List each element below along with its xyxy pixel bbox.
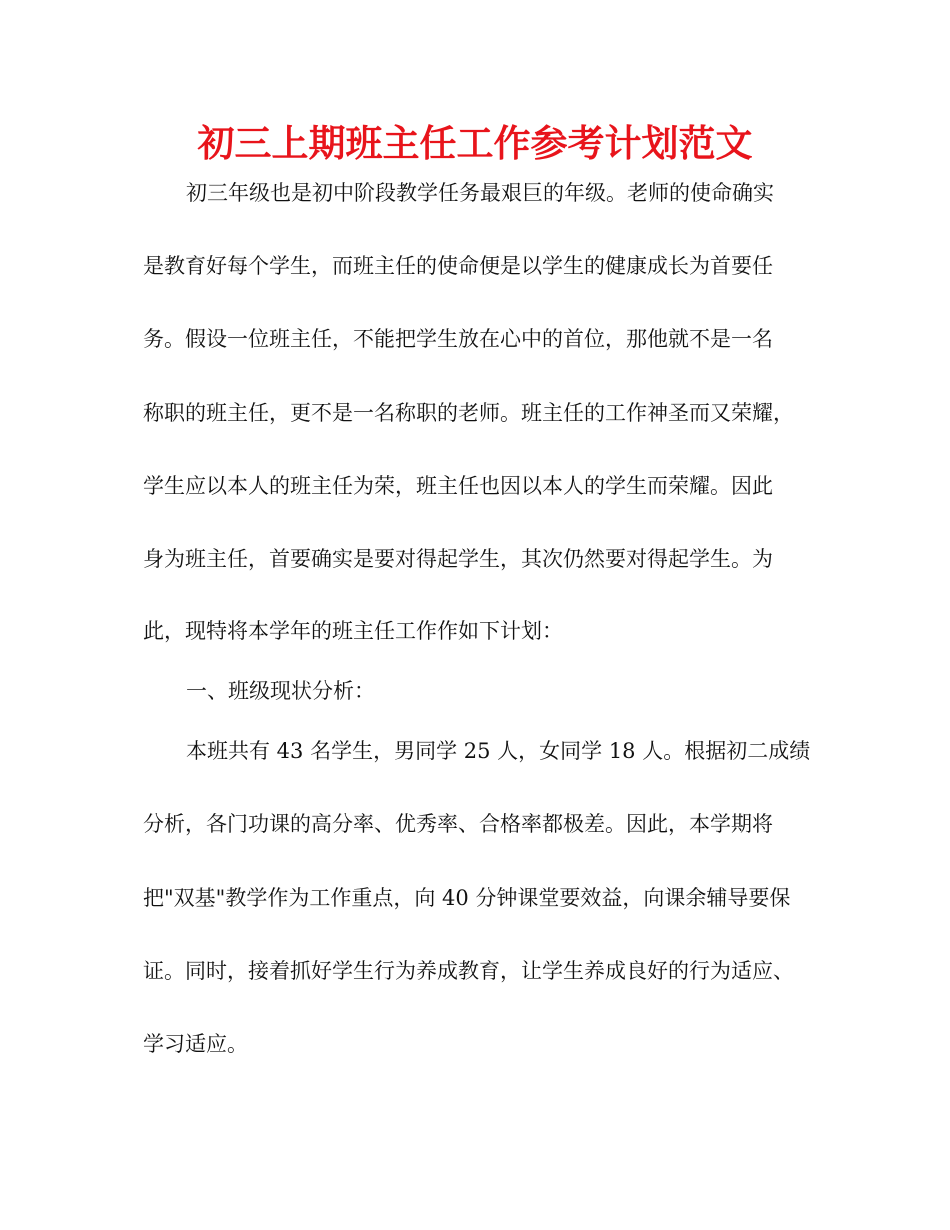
paragraph-2-line-5: 学习适应。 xyxy=(143,1032,248,1056)
document-title: 初三上期班主任工作参考计划范文 xyxy=(197,122,753,165)
section-heading-1: 一、班级现状分析： xyxy=(186,679,375,703)
paragraph-2-line-1: 本班共有 43 名学生，男同学 25 人，女同学 18 人。根据初二成绩 xyxy=(186,739,811,763)
paragraph-1-line-5: 学生应以本人的班主任为荣，班主任也因以本人的学生而荣耀。因此 xyxy=(143,474,773,498)
paragraph-1-line-4: 称职的班主任，更不是一名称职的老师。班主任的工作神圣而又荣耀， xyxy=(143,401,794,425)
paragraph-1-line-2: 是教育好每个学生，而班主任的使命便是以学生的健康成长为首要任 xyxy=(143,254,773,278)
paragraph-1-line-1: 初三年级也是初中阶段教学任务最艰巨的年级。老师的使命确实 xyxy=(186,181,774,205)
paragraph-2-line-2: 分析，各门功课的高分率、优秀率、合格率都极差。因此，本学期将 xyxy=(143,812,773,836)
paragraph-1-line-7: 此，现特将本学年的班主任工作作如下计划： xyxy=(143,619,563,643)
paragraph-2-line-3: 把"双基"教学作为工作重点，向 40 分钟课堂要效益，向课余辅导要保 xyxy=(143,886,791,910)
paragraph-2-line-4: 证。同时，接着抓好学生行为养成教育，让学生养成良好的行为适应、 xyxy=(143,959,794,983)
paragraph-1-line-3: 务。假设一位班主任，不能把学生放在心中的首位，那他就不是一名 xyxy=(143,327,773,351)
paragraph-1-line-6: 身为班主任，首要确实是要对得起学生，其次仍然要对得起学生。为 xyxy=(143,547,773,571)
